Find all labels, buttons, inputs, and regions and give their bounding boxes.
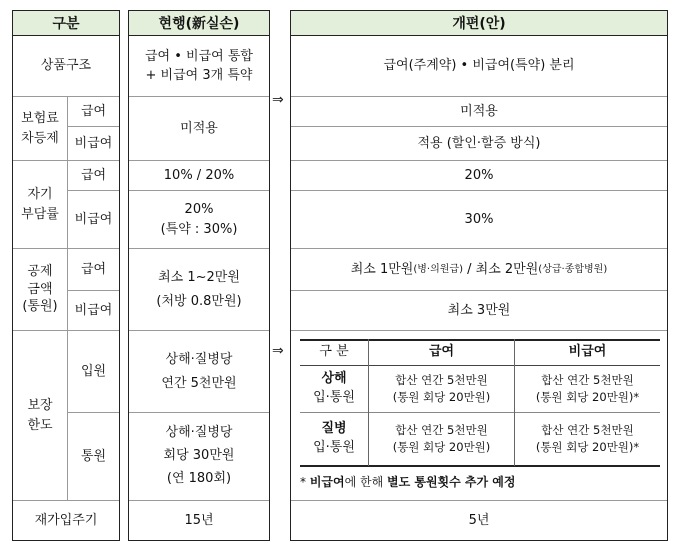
inner-header-benefit: 급여 (428, 344, 455, 360)
label-copay-nonbenefit: 비급여 (74, 211, 113, 227)
current-copay-benefit: 10% / 20% (163, 167, 235, 183)
inner-row-injury-bottom: 입·통원 (313, 390, 355, 405)
label-deductible-benefit: 급여 (80, 261, 107, 277)
header-reform: 개편(안) (290, 10, 668, 36)
inner-header-nonbenefit: 비급여 (568, 344, 607, 360)
reform-deductible-a-note: (병·의원급) (413, 264, 463, 275)
reform-deductible-a: 최소 1만원 (350, 261, 414, 277)
label-coverage-inpatient: 입원 (80, 363, 107, 379)
label-product-structure: 상품구조 (40, 58, 92, 74)
label-coverage-limit: 보장 한도 (27, 398, 53, 433)
reform-product-structure: 급여(주계약) • 비급여(특약) 분리 (383, 58, 575, 74)
label-premium-benefit: 급여 (80, 103, 107, 119)
inner-row-disease-benefit: 합산 연간 5천만원 (통원 회당 20만원) (392, 423, 491, 454)
current-product-structure: 급여 • 비급여 통합 + 비급여 3개 특약 (145, 48, 253, 83)
reform-copay-nonbenefit: 30% (464, 211, 494, 227)
arrow-icon: ⇒ (272, 92, 284, 108)
inner-row-disease-top: 질병 (321, 421, 347, 437)
label-deductible: 공제 금액 (통원) (22, 264, 58, 315)
header-current: 현행(新실손) (128, 10, 270, 36)
footnote-bold-1: 비급여 (309, 475, 345, 489)
footnote-text-1: 에 한해 (344, 475, 388, 489)
inner-row-disease-label (300, 413, 368, 465)
arrow-icon: ⇒ (272, 343, 284, 359)
current-premium-diff: 미적용 (180, 120, 218, 136)
inner-row-disease-nonbenefit: 합산 연간 5천만원 (통원 회당 20만원)* (535, 423, 640, 454)
label-deductible-nonbenefit: 비급여 (74, 302, 113, 318)
reform-deductible-sep: / (463, 261, 476, 277)
reform-deductible-benefit (291, 249, 667, 290)
reform-premium-nonbenefit: 적용 (할인·할증 방식) (417, 135, 541, 151)
inner-header-category: 구 분 (319, 344, 349, 360)
label-copay-benefit: 급여 (80, 167, 107, 183)
current-copay-nonbenefit: 20% (특약 : 30%) (160, 202, 238, 237)
reform-deductible-b-note: (상급·종합병원) (538, 264, 608, 275)
inner-row-injury-top: 상해 (321, 371, 347, 387)
reform-premium-benefit: 미적용 (460, 103, 498, 119)
label-premium-diff: 보험료 차등제 (21, 111, 59, 146)
inner-table-footnote (300, 473, 664, 490)
current-deductible: 최소 1~2만원 (처방 0.8만원) (156, 270, 242, 309)
inner-row-injury-benefit: 합산 연간 5천만원 (통원 회당 20만원) (392, 373, 491, 404)
reform-copay-benefit: 20% (464, 167, 494, 183)
current-coverage-outpatient: 상해·질병당 회당 30만원 (연 180회) (163, 425, 235, 486)
reform-coverage-inner-table (300, 339, 660, 467)
current-coverage-inpatient: 상해·질병당 연간 5천만원 (161, 352, 237, 391)
inner-row-injury-label (300, 366, 368, 412)
reform-renewal: 5년 (468, 512, 490, 528)
inner-row-injury-nonbenefit: 합산 연간 5천만원 (통원 회당 20만원)* (535, 373, 640, 404)
label-copay: 자기 부담률 (21, 187, 59, 222)
label-renewal: 재가입주기 (34, 512, 98, 528)
current-renewal: 15년 (184, 512, 214, 528)
reform-deductible-b: 최소 2만원 (475, 261, 539, 277)
reform-deductible-nonbenefit: 최소 3만원 (447, 302, 511, 318)
label-premium-nonbenefit: 비급여 (74, 135, 113, 151)
footnote-star: * (300, 475, 310, 489)
inner-row-disease-bottom: 입·통원 (313, 440, 355, 455)
footnote-bold-2: 별도 통원횟수 추가 예정 (387, 475, 516, 489)
header-category: 구분 (12, 10, 120, 36)
label-coverage-outpatient: 통원 (80, 448, 107, 464)
